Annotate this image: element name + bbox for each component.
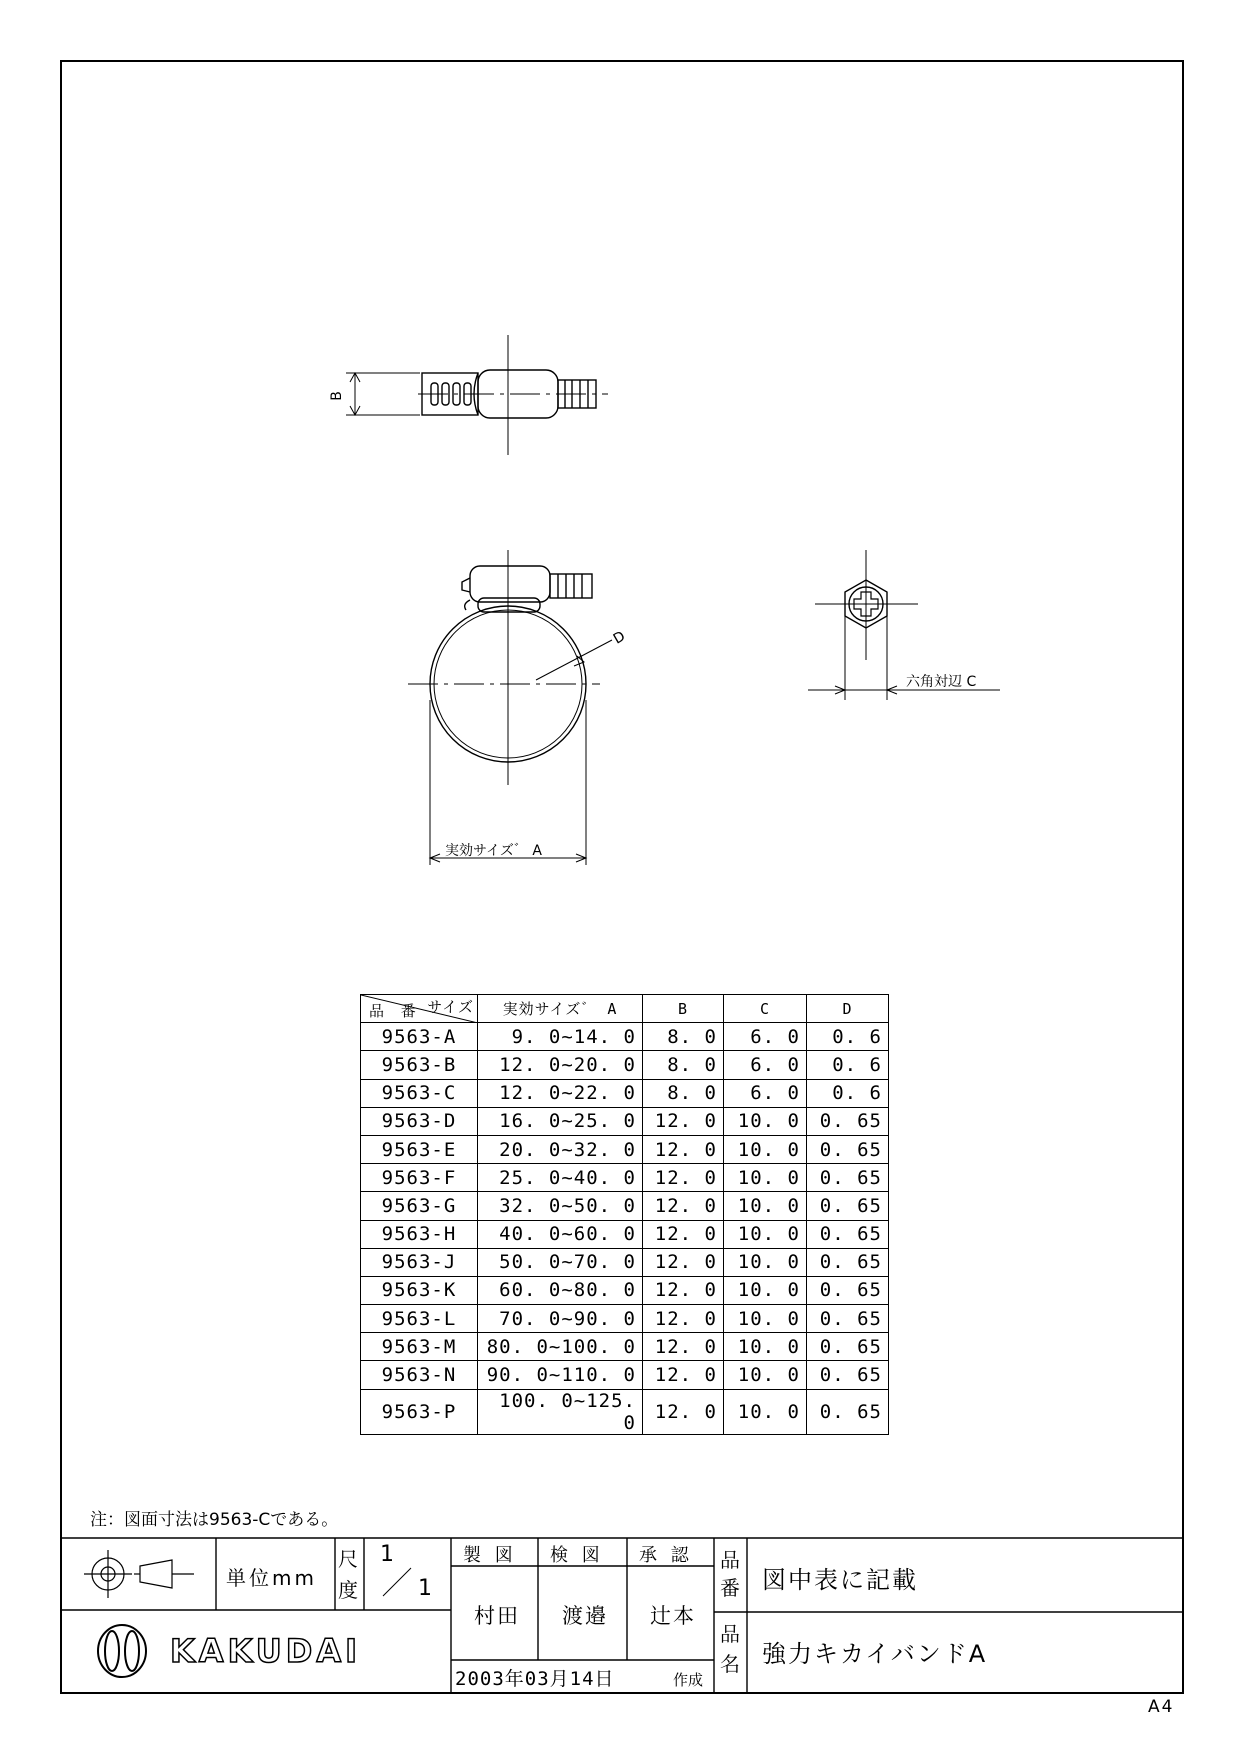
- value-cell: 60. 0~80. 0: [478, 1276, 643, 1304]
- drawn-label: 製 図: [463, 1545, 517, 1566]
- dimension-label-d: D: [610, 628, 629, 648]
- part-number-cell: 9563-A: [361, 1023, 478, 1051]
- part-number-cell: 9563-K: [361, 1276, 478, 1304]
- value-cell: 12. 0: [643, 1361, 724, 1389]
- value-cell: 0. 6: [807, 1023, 889, 1051]
- value-cell: 10. 0: [724, 1305, 807, 1333]
- part-number-cell: 9563-E: [361, 1135, 478, 1163]
- value-cell: 90. 0~110. 0: [478, 1361, 643, 1389]
- header-a: 実効サイズ゛ A: [478, 995, 643, 1023]
- value-cell: 0. 6: [807, 1079, 889, 1107]
- dimension-label-b: B: [328, 391, 345, 401]
- part-name-label-1: 品: [720, 1622, 740, 1646]
- value-cell: 8. 0: [643, 1023, 724, 1051]
- value-cell: 16. 0~25. 0: [478, 1107, 643, 1135]
- value-cell: 10. 0: [724, 1192, 807, 1220]
- value-cell: 0. 65: [807, 1164, 889, 1192]
- part-number-cell: 9563-M: [361, 1333, 478, 1361]
- part-number-cell: 9563-J: [361, 1248, 478, 1276]
- header-b: B: [643, 995, 724, 1023]
- value-cell: 12. 0: [643, 1305, 724, 1333]
- value-cell: 0. 6: [807, 1051, 889, 1079]
- value-cell: 0. 65: [807, 1135, 889, 1163]
- value-cell: 12. 0: [643, 1135, 724, 1163]
- value-cell: 0. 65: [807, 1276, 889, 1304]
- value-cell: 0. 65: [807, 1192, 889, 1220]
- value-cell: 10. 0: [724, 1276, 807, 1304]
- value-cell: 12. 0~20. 0: [478, 1051, 643, 1079]
- value-cell: 12. 0: [643, 1333, 724, 1361]
- part-name-value: 強力キカイバンドA: [762, 1640, 988, 1668]
- part-no-label-1: 品: [720, 1548, 740, 1572]
- value-cell: 0. 65: [807, 1389, 889, 1434]
- value-cell: 12. 0: [643, 1389, 724, 1434]
- value-cell: 6. 0: [724, 1079, 807, 1107]
- unit-label: 単位mm: [226, 1566, 317, 1590]
- value-cell: 0. 65: [807, 1248, 889, 1276]
- value-cell: 80. 0~100. 0: [478, 1333, 643, 1361]
- value-cell: 0. 65: [807, 1333, 889, 1361]
- third-angle-projection-icon: [84, 1550, 194, 1598]
- dimension-label-c: 六角対辺 C: [906, 674, 977, 690]
- value-cell: 10. 0: [724, 1135, 807, 1163]
- company-logo-text: KAKUDAI: [170, 1632, 362, 1670]
- value-cell: 10. 0: [724, 1361, 807, 1389]
- value-cell: 10. 0: [724, 1220, 807, 1248]
- value-cell: 12. 0: [643, 1276, 724, 1304]
- part-number-cell: 9563-B: [361, 1051, 478, 1079]
- part-no-label-2: 番: [720, 1576, 740, 1600]
- value-cell: 12. 0: [643, 1248, 724, 1276]
- value-cell: 70. 0~90. 0: [478, 1305, 643, 1333]
- part-number-cell: 9563-P: [361, 1389, 478, 1434]
- scale-denominator: 1: [418, 1576, 432, 1601]
- drawn-by: 村田: [474, 1604, 520, 1628]
- part-number-cell: 9563-N: [361, 1361, 478, 1389]
- value-cell: 12. 0: [643, 1220, 724, 1248]
- creation-date-suffix: 作成: [673, 1671, 704, 1689]
- value-cell: 12. 0: [643, 1164, 724, 1192]
- value-cell: 50. 0~70. 0: [478, 1248, 643, 1276]
- dimension-label-a: 実効サイズ゛ A: [445, 843, 542, 859]
- value-cell: 12. 0~22. 0: [478, 1079, 643, 1107]
- part-number-cell: 9563-D: [361, 1107, 478, 1135]
- value-cell: 10. 0: [724, 1164, 807, 1192]
- part-number-cell: 9563-L: [361, 1305, 478, 1333]
- part-number-cell: 9563-C: [361, 1079, 478, 1107]
- value-cell: 10. 0: [724, 1333, 807, 1361]
- value-cell: 10. 0: [724, 1107, 807, 1135]
- corner-label-part-no: 品 番: [369, 1002, 422, 1021]
- value-cell: 0. 65: [807, 1107, 889, 1135]
- value-cell: 20. 0~32. 0: [478, 1135, 643, 1163]
- value-cell: 12. 0: [643, 1192, 724, 1220]
- value-cell: 40. 0~60. 0: [478, 1220, 643, 1248]
- checked-label: 検 図: [550, 1545, 604, 1566]
- header-d: D: [807, 995, 889, 1023]
- value-cell: 0. 65: [807, 1361, 889, 1389]
- value-cell: 100. 0~125. 0: [478, 1389, 643, 1434]
- checked-by: 渡邉: [562, 1604, 608, 1628]
- value-cell: 25. 0~40. 0: [478, 1164, 643, 1192]
- value-cell: 8. 0: [643, 1079, 724, 1107]
- part-number-cell: 9563-H: [361, 1220, 478, 1248]
- creation-date: 2003年03月14日: [455, 1668, 615, 1690]
- drawing-note: 注：図面寸法は9563-Cである。: [90, 1510, 339, 1530]
- value-cell: 8. 0: [643, 1051, 724, 1079]
- value-cell: 0. 65: [807, 1305, 889, 1333]
- value-cell: 10. 0: [724, 1389, 807, 1434]
- part-number-cell: 9563-F: [361, 1164, 478, 1192]
- paper-size-label: A4: [1148, 1697, 1175, 1717]
- kakudai-logo-icon: [98, 1625, 146, 1677]
- value-cell: 9. 0~14. 0: [478, 1023, 643, 1051]
- scale-label-2: 度: [338, 1578, 358, 1602]
- value-cell: 32. 0~50. 0: [478, 1192, 643, 1220]
- corner-label-size: サイズ: [427, 998, 474, 1016]
- approved-label: 承 認: [639, 1545, 693, 1566]
- value-cell: 6. 0: [724, 1051, 807, 1079]
- value-cell: 6. 0: [724, 1023, 807, 1051]
- part-name-label-2: 名: [720, 1652, 740, 1676]
- scale-numerator: 1: [380, 1542, 394, 1567]
- header-c: C: [724, 995, 807, 1023]
- value-cell: 10. 0: [724, 1248, 807, 1276]
- approved-by: 辻本: [650, 1604, 696, 1628]
- scale-label-1: 尺: [338, 1547, 358, 1571]
- value-cell: 0. 65: [807, 1220, 889, 1248]
- value-cell: 12. 0: [643, 1107, 724, 1135]
- part-no-value: 図中表に記載: [762, 1566, 918, 1594]
- part-number-cell: 9563-G: [361, 1192, 478, 1220]
